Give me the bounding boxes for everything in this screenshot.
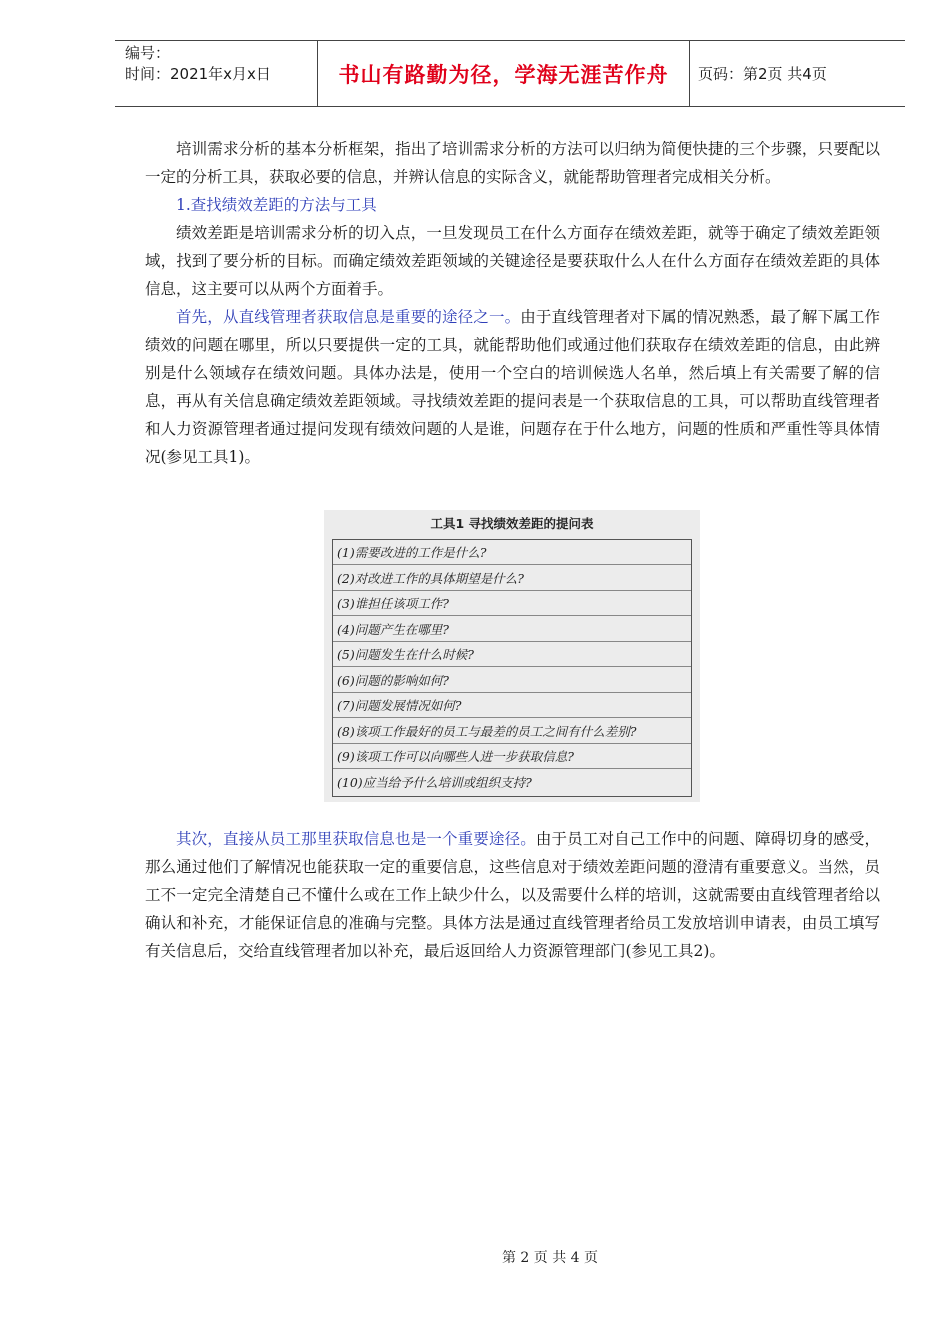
tool1-question: (9)该项工作可以向哪些人进一步获取信息? (333, 744, 691, 769)
section-heading: 1.查找绩效差距的方法与工具 (176, 196, 377, 214)
page-footer: 第 2 页 共 4 页 (501, 1250, 599, 1266)
tool1-question: (7)问题发展情况如何? (333, 693, 691, 718)
paragraph-3-rest: 由于直线管理者对下属的情况熟悉，最了解下属工作绩效的问题在哪里，所以只要提供一定的工具，就能帮助他们或通过他们获取存在绩效差距的信息，由此辨别是什么领域存在绩效问题。具体办法是，使用一个空白的培训候选人名单，然后填上有关需要了解的信息，再从有关信息确定绩效差距领域。寻找绩效差距的提问表是一个获取信息的工具，可以帮助直线管理者和人力资源管理者通过提问发现有绩效问题的人是谁，问题存在于什么地方，问题的性质和严重性等具体情况(参见工具1)。 (145, 308, 880, 466)
tool1-question: (6)问题的影响如何? (333, 668, 691, 693)
tool1-question: (4)问题产生在哪里? (333, 617, 691, 642)
paragraph-1: 培训需求分析的基本分析框架，指出了培训需求分析的方法可以归纳为简便快捷的三个步骤，只要配以一定的分析工具，获取必要的信息，并辨认信息的实际含义，就能帮助管理者完成相关分析。 (145, 140, 880, 186)
tool1-question: (8)该项工作最好的员工与最差的员工之间有什么差别? (333, 719, 691, 744)
document-body-continued (145, 825, 880, 965)
paragraph-4 (145, 825, 880, 965)
tool1-question-table (332, 539, 692, 797)
header-meta (115, 41, 317, 106)
tool1-question: (5)问题发生在什么时候? (333, 642, 691, 667)
paragraph-3-lead: 首先，从直线管理者获取信息是重要的途径之一。 (176, 308, 521, 326)
paragraph-3 (145, 303, 880, 471)
header-page-label: 页码：第2页 共4页 (698, 65, 827, 83)
tool1-title: 工具1 寻找绩效差距的提问表 (430, 516, 594, 531)
tool1-question: (1)需要改进的工作是什么? (333, 540, 691, 565)
time-label: 时间：2021年x月x日 (125, 65, 271, 83)
paragraph-4-rest: 由于员工对自己工作中的问题、障碍切身的感受，那么通过他们了解情况也能获取一定的重要信息，这些信息对于绩效差距问题的澄清有重要意义。当然，员工不一定完全清楚自己不懂什么或在工作上缺少什么，以及需要什么样的培训，这就需要由直线管理者给以确认和补充，才能保证信息的准确与完整。具体方法是通过直线管理者给员工发放培训申请表，由员工填写有关信息后，交给直线管理者加以补充，最后返回给人力资源管理部门(参见工具2)。 (145, 830, 880, 960)
header-motto: 书山有路勤为径，学海无涯苦作舟 (317, 41, 690, 106)
document-body (145, 135, 880, 471)
page-header (115, 40, 905, 107)
tool1-figure (324, 510, 700, 802)
number-label: 编号： (125, 44, 171, 62)
tool1-question: (3)谁担任该项工作? (333, 591, 691, 616)
paragraph-2: 绩效差距是培训需求分析的切入点，一旦发现员工在什么方面存在绩效差距，就等于确定了绩效差距领域，找到了要分析的目标。而确定绩效差距领域的关键途径是要获取什么人在什么方面存在绩效差距的具体信息，这主要可以从两个方面着手。 (145, 224, 880, 298)
tool1-question: (2)对改进工作的具体期望是什么? (333, 566, 691, 591)
paragraph-4-lead: 其次，直接从员工那里获取信息也是一个重要途径。 (176, 830, 536, 848)
tool1-question: (10)应当给予什么培训或组织支持? (337, 774, 532, 790)
